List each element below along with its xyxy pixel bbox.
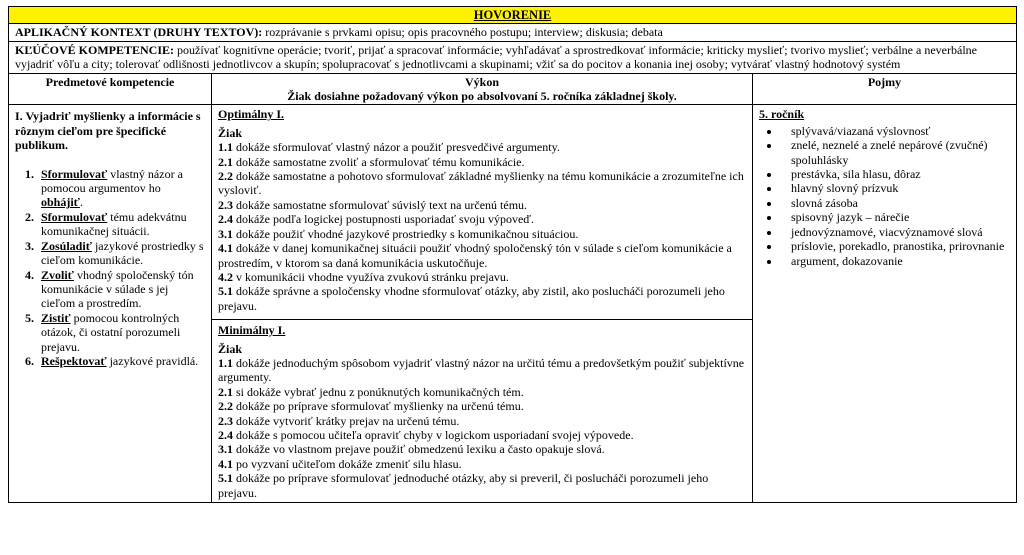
- optimal-level-label: Optimálny I.: [218, 107, 285, 122]
- context-label: APLIKAČNÝ KONTEXT (DRUHY TEXTOV):: [15, 25, 263, 40]
- item-text: po vyzvaní učiteľom dokáže zmeniť silu hlasu.: [233, 456, 462, 471]
- header-col1-label: Predmetové kompetencie: [45, 74, 175, 89]
- optimal-performance-list: [218, 140, 746, 313]
- competence-item: [37, 210, 205, 239]
- optimal-performance-item: [218, 270, 746, 284]
- item-text: dokáže vo vlastnom prejave použiť obmedzenú lexiku a často opakuje slová.: [233, 442, 605, 457]
- section-title: HOVORENIE: [473, 8, 552, 22]
- item-text: dokáže vytvoriť krátky prejav na určenú tému.: [233, 413, 460, 428]
- minimal-performance-item: [218, 471, 746, 500]
- terms-grade: 5. ročník: [759, 107, 805, 122]
- competence-verb: Zistiť: [41, 310, 71, 325]
- item-text: v komunikácii vhodne využíva zvukovú stránku prejavu.: [233, 269, 509, 284]
- curriculum-document: [8, 6, 1016, 503]
- term-item: • spisovný jazyk – nárečie: [781, 210, 1010, 224]
- header-performance: [212, 73, 753, 105]
- section-title-cell: [9, 7, 1017, 24]
- competence-text: jazykové pravidlá.: [106, 353, 199, 368]
- optimal-performance-item: [218, 198, 746, 212]
- curriculum-table: [8, 6, 1017, 503]
- item-number: 4.1: [218, 241, 233, 256]
- competence-text: vlastný názor a pomocou argumentov ho: [41, 166, 183, 196]
- key-competences-label: KĽÚČOVÉ KOMPETENCIE:: [15, 42, 175, 57]
- item-number: 2.2: [218, 169, 233, 184]
- optimal-performance-item: [218, 169, 746, 198]
- performance-cell: [212, 105, 753, 503]
- header-subject-competences: [9, 73, 212, 105]
- item-number: 5.1: [218, 284, 233, 299]
- item-number: 3.1: [218, 226, 233, 241]
- item-number: 2.3: [218, 413, 233, 428]
- optimal-performance-item: [218, 284, 746, 313]
- competence-verb: Zosúladiť: [41, 238, 92, 253]
- minimal-performance-item: [218, 399, 746, 413]
- context-row: [9, 24, 1017, 41]
- competence-verb: obhájiť: [41, 195, 80, 210]
- competence-text: .: [79, 195, 83, 210]
- item-number: 1.1: [218, 140, 233, 155]
- item-number: 3.1: [218, 442, 233, 457]
- header-col2-subtitle: Žiak dosiahne požadovaný výkon po absolvovaní 5. ročníka základnej školy.: [287, 89, 677, 104]
- header-terms: [753, 73, 1017, 105]
- terms-list: [759, 124, 1010, 268]
- item-number: 1.1: [218, 355, 233, 370]
- term-item: • argument, dokazovanie: [781, 254, 1010, 268]
- competence-item: [37, 239, 205, 268]
- minimal-performance-item: [218, 414, 746, 428]
- header-col3-label: Pojmy: [867, 74, 902, 89]
- term-item: • prestávka, sila hlasu, dôraz: [781, 167, 1010, 181]
- competence-list: [15, 167, 205, 369]
- context-text: rozprávanie s prvkami opisu; opis pracovného postupu; interview; diskusia; debata: [262, 25, 663, 40]
- item-text: dokáže po príprave sformulovať jednoduché otázky, aby si preveril, či poslucháči porozumeli jeho prejavu.: [218, 471, 709, 500]
- item-text: dokáže po príprave sformulovať myšlienky na určenú tému.: [233, 399, 524, 414]
- item-number: 2.4: [218, 427, 233, 442]
- minimal-performance-item: [218, 385, 746, 399]
- competence-verb: Sformulovať: [41, 166, 108, 181]
- competence-item: [37, 311, 205, 354]
- item-number: 2.3: [218, 197, 233, 212]
- term-item: • hlavný slovný prízvuk: [781, 181, 1010, 195]
- competence-verb: Rešpektovať: [41, 353, 107, 368]
- competence-text: tému adekvátnu komunikačnej situácii.: [41, 209, 187, 239]
- item-number: 2.2: [218, 399, 233, 414]
- item-text: dokáže v danej komunikačnej situácii použiť vhodný spoločenský tón v súlade s cieľom komunikácie a prostredím, v ktorom sa daná komunikácia uskutočňuje.: [218, 241, 732, 270]
- competence-title: I. Vyjadriť myšlienky a informácie s rôznym cieľom pre špecifické publikum.: [15, 109, 201, 153]
- item-number: 2.1: [218, 384, 233, 399]
- subject-competences-cell: [9, 105, 212, 503]
- term-item: • príslovie, porekadlo, pranostika, prirovnanie: [781, 239, 1010, 253]
- competence-item: [37, 167, 205, 210]
- competence-item: [37, 268, 205, 311]
- optimal-performance-item: [218, 241, 746, 270]
- header-col2-title: Výkon: [464, 74, 499, 89]
- item-number: 2.1: [218, 154, 233, 169]
- term-item: • znelé, neznelé a znelé nepárové (zvučné) spoluhlásky: [781, 138, 1010, 167]
- optimal-performance-item: [218, 155, 746, 169]
- minimal-level-label: Minimálny I.: [218, 323, 286, 338]
- item-text: dokáže správne a spoločensky vhodne sformulovať otázky, aby zistil, ako poslucháči porozumeli jeho prejavu.: [218, 284, 725, 313]
- item-number: 5.1: [218, 471, 233, 486]
- competence-text: pomocou kontrolných otázok, či ostatní porozumeli prejavu.: [41, 310, 181, 354]
- item-text: dokáže samostatne zvoliť a sformulovať tému komunikácie.: [233, 154, 525, 169]
- item-text: dokáže samostatne a pohotovo sformulovať základné myšlienky na tému komunikácie a zrozumiteľne ich vysloviť.: [218, 169, 744, 198]
- minimal-performance-item: [218, 356, 746, 385]
- item-number: 2.4: [218, 212, 233, 227]
- competence-text: jazykové prostriedky s cieľom komunikácie.: [41, 238, 204, 268]
- competence-verb: Sformulovať: [41, 209, 108, 224]
- item-text: dokáže sformulovať vlastný názor a použiť presvedčivé argumenty.: [233, 140, 560, 155]
- minimal-performance-list: [218, 356, 746, 500]
- competence-verb: Zvoliť: [41, 267, 74, 282]
- item-number: 4.1: [218, 456, 233, 471]
- item-text: dokáže podľa logickej postupnosti usporiadať svoju výpoveď.: [233, 212, 535, 227]
- minimal-section: [212, 319, 752, 500]
- optimal-ziak: Žiak: [218, 125, 243, 140]
- item-number: 4.2: [218, 269, 233, 284]
- term-item: • jednovýznamové, viacvýznamové slová: [781, 225, 1010, 239]
- key-competences-text: používať kognitívne operácie; tvoriť, prijať a spracovať informácie; vyhľadávať a sprostredkovať informácie; kriticky myslieť; tvorivo myslieť; verbálne a neverbálne vyjadriť vôľu a city; tolerovať odlišnosti jednotlivcov a skupín; spolupracovať s jednotlivcami a skupinami; vžiť sa do pocitov a konania inej osoby; vytvárať vlastný hodnotový systém: [15, 42, 977, 72]
- item-text: dokáže použiť vhodné jazykové prostriedky s komunikačnou situáciou.: [233, 226, 579, 241]
- minimal-performance-item: [218, 457, 746, 471]
- optimal-performance-item: [218, 140, 746, 154]
- item-text: dokáže s pomocou učiteľa opraviť chyby v logickom usporiadaní svojej výpovede.: [233, 427, 634, 442]
- item-text: si dokáže vybrať jednu z ponúknutých komunikačných tém.: [233, 384, 524, 399]
- item-text: dokáže jednoduchým spôsobom vyjadriť vlastný názor na určitú tému a predovšetkým použiť subjektívne argumenty.: [218, 355, 745, 385]
- terms-cell: [753, 105, 1017, 503]
- minimal-performance-item: [218, 428, 746, 442]
- minimal-performance-item: [218, 442, 746, 456]
- key-competences-row: [9, 41, 1017, 73]
- competence-text: vhodný spoločenský tón komunikácie v súlade s jej cieľom a prostredím.: [41, 267, 194, 311]
- term-item: • splývavá/viazaná výslovnosť: [781, 124, 1010, 138]
- minimal-ziak: Žiak: [218, 341, 243, 356]
- optimal-performance-item: [218, 227, 746, 241]
- competence-item: [37, 354, 205, 368]
- term-item: • slovná zásoba: [781, 196, 1010, 210]
- optimal-performance-item: [218, 212, 746, 226]
- item-text: dokáže samostatne sformulovať súvislý text na určenú tému.: [233, 197, 528, 212]
